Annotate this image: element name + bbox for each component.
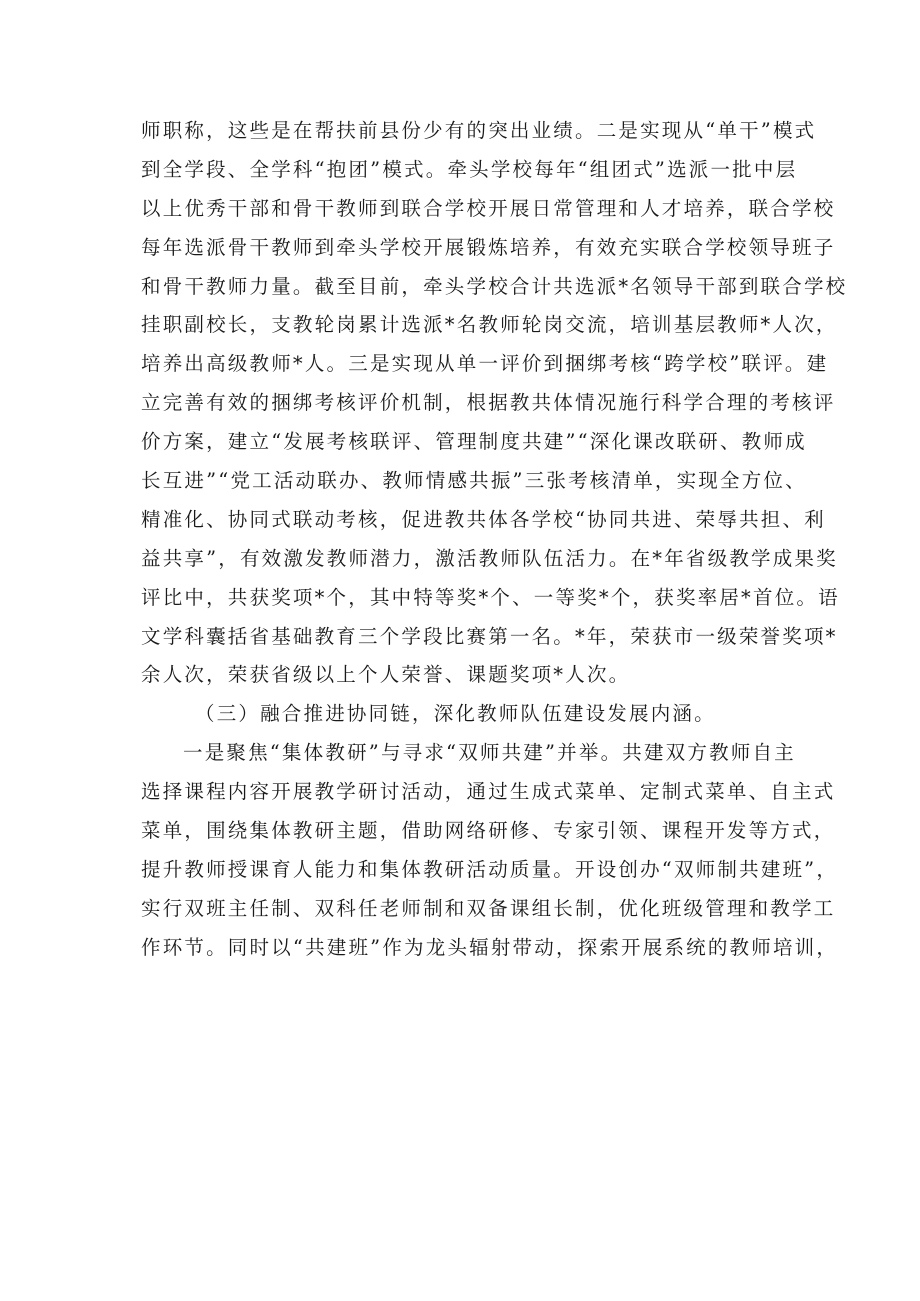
document-body bbox=[141, 112, 848, 968]
paragraph-line: 实行双班主任制、双科任老师制和双备课组长制，优化班级管理和教学工 bbox=[141, 896, 836, 920]
body-line: 每年选派骨干教师到牵头学校开展锻炼培养，有效充实联合学校领导班子 bbox=[141, 235, 836, 259]
paragraph-line: 选择课程内容开展教学研讨活动，通过生成式菜单、定制式菜单、自主式 bbox=[141, 780, 836, 804]
body-line: 精准化、协同式联动考核，促进教共体各学校“协同共进、荣辱共担、利 bbox=[141, 507, 826, 531]
body-line: 到全学段、全学科“抱团”模式。牵头学校每年“组团式”选派一批中层 bbox=[141, 157, 798, 181]
body-line: 长互进”“党工活动联办、教师情感共振”三张考核清单，实现全方位、 bbox=[141, 469, 807, 493]
body-line: 以上优秀干部和骨干教师到联合学校开展日常管理和人才培养，联合学校 bbox=[141, 196, 836, 220]
body-line: 培养出高级教师*人。三是实现从单一评价到捆绑考核“跨学校”联评。建 bbox=[141, 352, 829, 376]
body-line: 和骨干教师力量。截至目前，牵头学校合计共选派*名领导干部到联合学校 bbox=[141, 274, 848, 298]
body-line: 文学科囊括省基础教育三个学段比赛第一名。*年，荣获市一级荣誉奖项* bbox=[141, 624, 838, 648]
paragraph-line: 作环节。同时以“共建班”作为龙头辐射带动，探索开展系统的教师培训， bbox=[141, 935, 839, 959]
body-line-last: 余人次，荣获省级以上个人荣誉、课题奖项*人次。 bbox=[141, 663, 631, 687]
body-line: 立完善有效的捆绑考核评价机制，根据教共体情况施行科学合理的考核评 bbox=[141, 391, 836, 415]
body-line: 益共享”，有效激发教师潜力，激活教师队伍活力。在*年省级教学成果奖 bbox=[141, 546, 838, 570]
body-line: 评比中，共获奖项*个，其中特等奖*个、一等奖*个，获奖率居*首位。语 bbox=[141, 585, 840, 609]
body-line: 价方案，建立“发展考核联评、管理制度共建”“深化课改联研、教师成 bbox=[141, 430, 807, 454]
body-line: 挂职副校长，支教轮岗累计选派*名教师轮岗交流，培训基层教师*人次， bbox=[141, 313, 838, 337]
body-line: 师职称，这些是在帮扶前县份少有的突出业绩。二是实现从“单干”模式 bbox=[141, 119, 817, 142]
paragraph-first-line: 一是聚焦“集体教研”与寻求“双师共建”并举。共建双方教师自主 bbox=[183, 741, 796, 765]
paragraph-line: 菜单，围绕集体教研主题，借助网络研修、专家引领、课程开发等方式， bbox=[141, 819, 836, 843]
paragraph-line: 提升教师授课育人能力和集体教研活动质量。开设创办“双师制共建班”， bbox=[141, 857, 839, 881]
section-heading: （三）融合推进协同链，深化教师队伍建设发展内涵。 bbox=[195, 702, 716, 726]
